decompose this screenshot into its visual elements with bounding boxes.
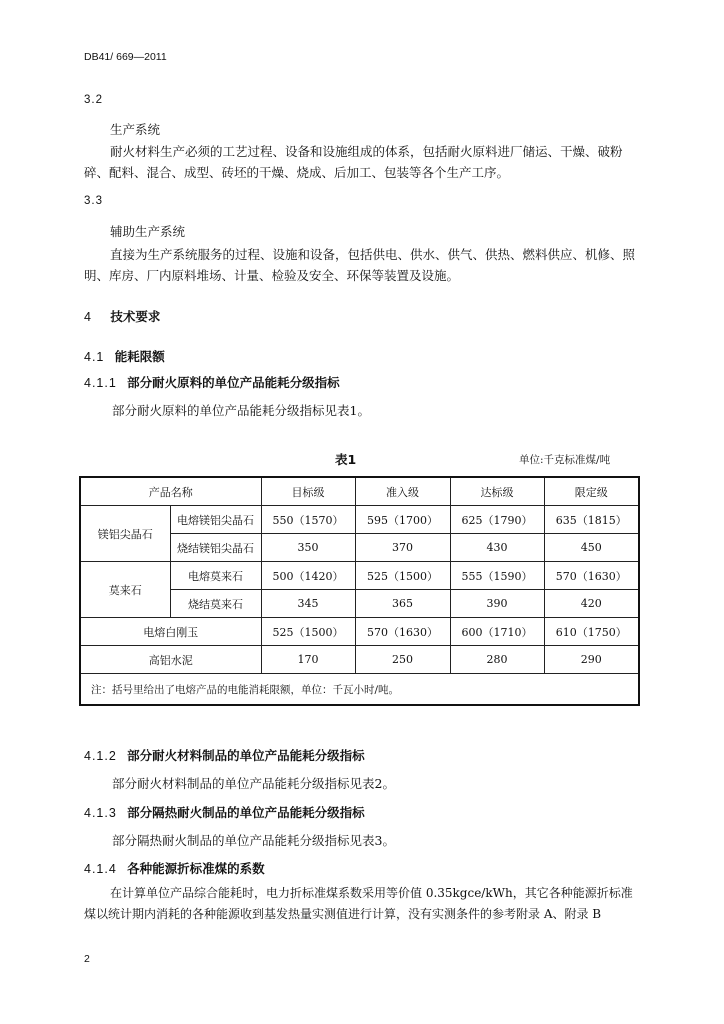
clause-number-3-3: 3.3 (84, 195, 103, 207)
section-4-1-title: 能耗限额 (114, 349, 165, 364)
table-value-cell: 525（1500） (355, 562, 450, 590)
table-1 (79, 476, 640, 706)
section-4-1-3-text: 部分隔热耐火制品的单位产品能耗分级指标见表3。 (112, 833, 395, 848)
table-1-unit: 单位:千克标准煤/吨 (519, 454, 611, 466)
section-4-1-1-number: 4.1.1 (84, 376, 117, 390)
table-value-cell: 430 (450, 534, 544, 562)
section-4-1-4-text: 在计算单位产品综合能耗时，电力折标准煤系数采用等价值 0.35kgce/kWh，其它各种能源折标准煤以统计期内消耗的各种能源收到基发热量实测值进行计算，没有实测条件的参考附录 A、附录 B (84, 886, 633, 921)
table-value-cell: 250 (355, 646, 450, 674)
section-4-1-2-text: 部分耐火材料制品的单位产品能耗分级指标见表2。 (112, 776, 395, 791)
section-4-1-4-number: 4.1.4 (84, 862, 117, 876)
table-value-cell: 350 (261, 534, 355, 562)
table-value-cell: 365 (355, 590, 450, 618)
section-4-number: 4 (84, 310, 92, 324)
page-number: 2 (84, 953, 90, 965)
table-product-cell: 高铝水泥 (80, 646, 261, 674)
table-row (80, 506, 639, 534)
table-value-cell: 610（1750） (544, 618, 639, 646)
table-product-cell: 烧结莫来石 (170, 590, 261, 618)
table-value-cell: 635（1815） (544, 506, 639, 534)
section-4-1-heading (84, 347, 165, 365)
section-4-1-1-text: 部分耐火原料的单位产品能耗分级指标见表1。 (112, 403, 370, 418)
table-value-cell: 420 (544, 590, 639, 618)
section-4-1-2-number: 4.1.2 (84, 749, 117, 763)
term-auxiliary-system: 辅助生产系统 (110, 224, 186, 239)
table-note-row (80, 674, 639, 706)
definition-auxiliary-system: 直接为生产系统服务的过程、设施和设备，包括供电、供水、供气、供热、燃料供应、机修、照明、库房、厂内原料堆场、计量、检验及安全、环保等装置及设施。 (84, 247, 636, 283)
table-value-cell: 345 (261, 590, 355, 618)
table-value-cell: 390 (450, 590, 544, 618)
section-4-1-3-number: 4.1.3 (84, 806, 117, 820)
section-4-1-3-title: 部分隔热耐火制品的单位产品能耗分级指标 (127, 805, 365, 820)
table-row (80, 562, 639, 590)
table-value-cell: 170 (261, 646, 355, 674)
table-group-cell: 莫来石 (80, 562, 170, 618)
section-4-1-number: 4.1 (84, 350, 105, 364)
table-row (80, 646, 639, 674)
table-value-cell: 570（1630） (355, 618, 450, 646)
table-value-cell: 550（1570） (261, 506, 355, 534)
section-4-1-4-heading (84, 859, 265, 877)
table-value-cell: 450 (544, 534, 639, 562)
table-1-caption: 表1 (335, 452, 357, 467)
table-header-row (80, 477, 639, 506)
section-4-1-2-heading (84, 746, 365, 764)
table-value-cell: 570（1630） (544, 562, 639, 590)
table-row (80, 618, 639, 646)
table-product-cell: 烧结镁铝尖晶石 (170, 534, 261, 562)
table-value-cell: 500（1420） (261, 562, 355, 590)
table-note: 注：括号里给出了电熔产品的电能消耗限额，单位：千瓦小时/吨。 (80, 674, 639, 706)
table-product-cell: 电熔镁铝尖晶石 (170, 506, 261, 534)
section-4-1-4-title: 各种能源折标准煤的系数 (127, 861, 265, 876)
table-header-cell: 准入级 (355, 477, 450, 506)
section-4-1-1-title: 部分耐火原料的单位产品能耗分级指标 (127, 375, 340, 390)
standard-code: DB41/ 669—2011 (84, 51, 167, 63)
table-header-cell: 达标级 (450, 477, 544, 506)
table-product-cell: 电熔白刚玉 (80, 618, 261, 646)
section-4-1-1-heading (84, 373, 340, 391)
table-value-cell: 595（1700） (355, 506, 450, 534)
table-header-cell: 限定级 (544, 477, 639, 506)
table-value-cell: 280 (450, 646, 544, 674)
section-4-1-2-title: 部分耐火材料制品的单位产品能耗分级指标 (127, 748, 365, 763)
section-4-title: 技术要求 (110, 309, 161, 324)
definition-production-system: 耐火材料生产必须的工艺过程、设备和设施组成的体系，包括耐火原料进厂储运、干燥、破粉碎、配料、混合、成型、砖坯的干燥、烧成、后加工、包装等各个生产工序。 (84, 144, 623, 180)
section-4-heading (84, 307, 160, 325)
table-header-cell: 目标级 (261, 477, 355, 506)
table-value-cell: 525（1500） (261, 618, 355, 646)
table-value-cell: 600（1710） (450, 618, 544, 646)
clause-number-3-2: 3.2 (84, 94, 103, 106)
table-value-cell: 290 (544, 646, 639, 674)
table-value-cell: 370 (355, 534, 450, 562)
table-value-cell: 625（1790） (450, 506, 544, 534)
table-value-cell: 555（1590） (450, 562, 544, 590)
table-product-cell: 电熔莫来石 (170, 562, 261, 590)
term-production-system: 生产系统 (110, 122, 161, 137)
table-group-cell: 镁铝尖晶石 (80, 506, 170, 562)
table-header-cell: 产品名称 (80, 477, 261, 506)
section-4-1-3-heading (84, 803, 365, 821)
